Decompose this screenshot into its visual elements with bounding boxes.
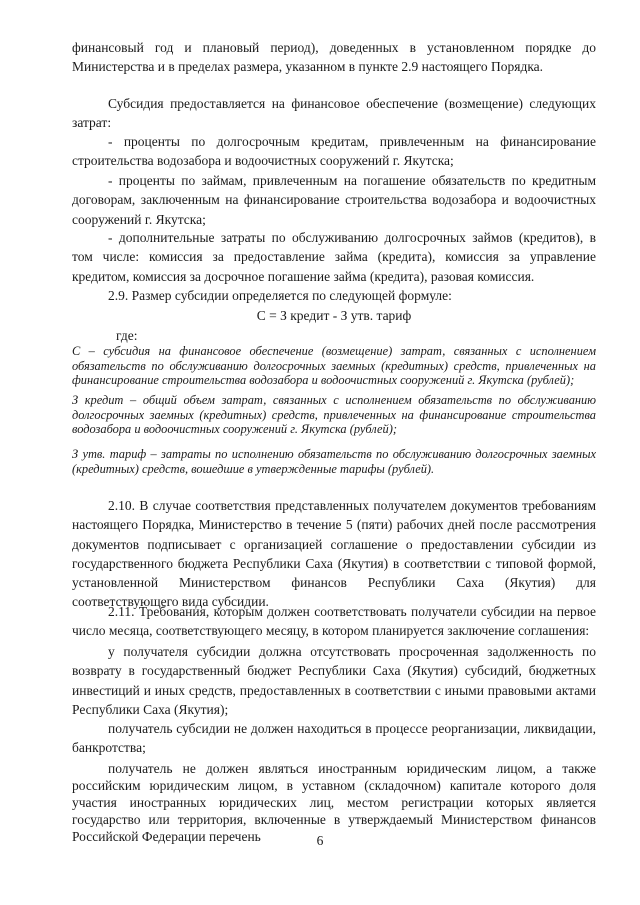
definition-z-tariff: З утв. тариф – затраты по исполнению обязательств по обслуживанию долгосрочных заемных (кредитных) средств, вошедшие в утвержденные тарифы (рублей). (72, 447, 596, 476)
page-number: 6 (316, 833, 324, 848)
requirement-no-reorganization: получатель субсидии не должен находиться в процессе реорганизации, ликвидации, банкротства; (72, 721, 596, 756)
paragraph-2-9: 2.9. Размер субсидии определяется по следующей формуле: (108, 288, 452, 303)
paragraph-item-2: - проценты по займам, привлеченным на погашение обязательств по кредитным договорам, заключенным на финансирование строительства водозабора и водоочистных сооружений г. Якутска; (72, 173, 596, 227)
paragraph-2-10: 2.10. В случае соответствия представленных получателем документов требованиям настоящего Порядка, Министерство в течение 5 (пяти) рабочих дней после рассмотрения документов подписывает с организацией соглашение о предоставлении субсидии из государственного бюджета Республики Саха (Якутия) в соответствии с типовой формой, установленной Министерством финансов Республики Саха (Якутия) для соответствующего вида субсидии. (72, 498, 596, 610)
paragraph-continuation: финансовый год и плановый период), доведенных в установленном порядке до Министерства и в пределах размера, указанном в пункте 2.9 настоящего Порядка. (72, 40, 596, 75)
definition-c: С – субсидия на финансовое обеспечение (возмещение) затрат, связанных с исполнением обязательств по обслуживанию долгосрочных заемных (кредитных) средств, привлеченных на финансирование строительства водозабора и водоочистных сооружений г. Якутска (рублей); (72, 344, 596, 388)
paragraph-item-1: - проценты по долгосрочным кредитам, привлеченным на финансирование строительства водозабора и водоочистных сооружений г. Якутска; (72, 134, 596, 169)
requirement-not-foreign: получатель не должен являться иностранным юридическим лицом, а также российским юридическим лицом, в уставном (складочном) капитале которого доля участия иностранных юридических лиц, местом регистрации которых является государство или территория, включенные в утверждаемый Министерством финансов Российской Федерации перечень (72, 761, 596, 844)
paragraph-subsidy-intro: Субсидия предоставляется на финансовое обеспечение (возмещение) следующих затрат: (72, 96, 596, 131)
paragraph-2-11: 2.11. Требования, которым должен соответствовать получатели субсидии на первое число месяца, соответствующего месяцу, в котором планируется заключение соглашения: (72, 604, 596, 639)
where-label: где: (116, 328, 138, 343)
definition-z-credit: З кредит – общий объем затрат, связанных с исполнением обязательств по обслуживанию долгосрочных заемных (кредитных) средств, привлеченных на финансирование строительства водозабора и водоочистных сооружений г. Якутска (рублей); (72, 393, 596, 437)
requirement-no-debt: у получателя субсидии должна отсутствовать просроченная задолженность по возврату в государственный бюджет Республики Саха (Якутия) субсидий, бюджетных инвестиций и иных средств, предоставленных в соответствии с иными правовыми актами Республики Саха (Якутия); (72, 644, 596, 717)
formula: С = З кредит - З утв. тариф (256, 308, 412, 323)
paragraph-item-3: - дополнительные затраты по обслуживанию долгосрочных займов (кредитов), в том числе: комиссия за предоставление займа (кредита), комиссия за управление кредитом, комиссия за досрочное погашение займа (кредита), разовая комиссия. (72, 230, 596, 284)
